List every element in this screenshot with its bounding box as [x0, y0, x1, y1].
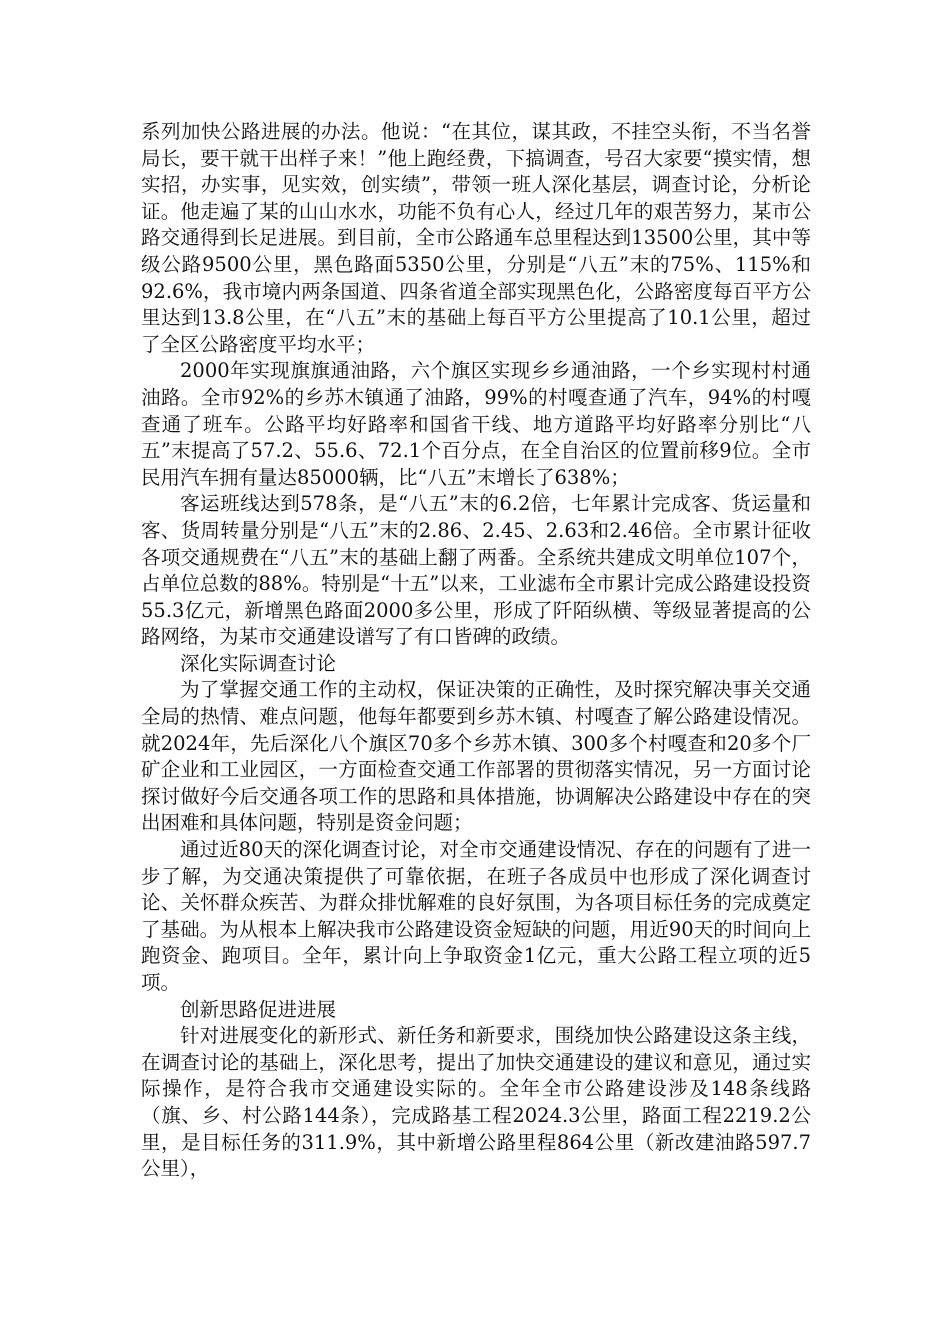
paragraph-3: 客运班线达到578条，是“八五”末的6.2倍，七年累计完成客、货运量和客、货周转量分别是“八五”末的2.86、2.45、2.63和2.46倍。全市累计征收各项交通规费在“八五”末的基础上翻了两番。全系统共建成文明单位107个，占单位总数的88%。特别是“十五”以来，工业滤布全市累计完成公路建设投资55.3亿元，新增黑色路面2000多公里，形成了阡陌纵横、等级显著提高的公路网络，为某市交通建设谱写了有口皆碑的政绩。: [141, 492, 811, 649]
paragraph-6: 针对进展变化的新形式、新任务和新要求，围绕加快公路建设这条主线，在调查讨论的基础上，深化思考，提出了加快交通建设的建议和意见，通过实际操作，是符合我市交通建设实际的。全年全市公路建设涉及148条线路（旗、乡、村公路144条），完成路基工程2024.3公里，路面工程2219.2公里，是目标任务的311.9%，其中新增公路里程864公里（新改建油路597.7公里），: [141, 1024, 811, 1181]
paragraph-2: 2000年实现旗旗通油路，六个旗区实现乡乡通油路，一个乡实现村村通油路。全市92%的乡苏木镇通了油路，99%的村嘎查通了汽车，94%的村嘎查通了班车。公路平均好路率和国省干线、地方道路平均好路率分别比“八五”末提高了57.2、55.6、72.1个百分点，在全自治区的位置前移9位。全市民用汽车拥有量达85000辆，比“八五”末增长了638%；: [141, 359, 811, 489]
section-heading-innovation: 创新思路促进进展: [180, 997, 337, 1021]
paragraph-5: 通过近80天的深化调查讨论，对全市交通建设情况、存在的问题有了进一步了解，为交通决策提供了可靠依据，在班子各成员中也形成了深化调查讨论、关怀群众疾苦、为群众排忧解难的良好氛围，为各项目标任务的完成奠定了基础。为从根本上解决我市公路建设资金短缺的问题，用近90天的时间向上跑资金、跑项目。全年，累计向上争取资金1亿元，重大公路工程立项的近5项。: [141, 838, 811, 994]
section-heading-research: 深化实际调查讨论: [180, 651, 337, 675]
paragraph-4: 为了掌握交通工作的主动权，保证决策的正确性，及时探究解决事关交通全局的热情、难点问题，他每年都要到乡苏木镇、村嘎查了解公路建设情况。就2024年，先后深化八个旗区70多个乡苏木镇、300多个村嘎查和20多个厂矿企业和工业园区，一方面检查交通工作部署的贯彻落实情况，另一方面讨论探讨做好今后交通各项工作的思路和具体措施，协调解决公路建设中存在的突出困难和具体问题，特别是资金问题；: [141, 678, 811, 835]
paragraph-1: 系列加快公路进展的办法。他说：“在其位，谋其政，不挂空头衔，不当名誉局长，要干就干出样子来！”他上跑经费，下搞调查，号召大家要“摸实情，想实招，办实事，见实效，创实绩”，带领一班人深化基层，调查讨论，分析论证。他走遍了某的山山水水，功能不负有心人，经过几年的艰苦努力，某市公路交通得到长足进展。到目前，全市公路通车总里程达到13500公里，其中等级公路9500公里，黑色路面5350公里，分别是“八五”末的75%、115%和92.6%，我市境内两条国道、四条省道全部实现黑色化，公路密度每百平方公里达到13.8公里，在“八五”末的基础上每百平方公里提高了10.1公里，超过了全区公路密度平均水平；: [141, 120, 811, 356]
